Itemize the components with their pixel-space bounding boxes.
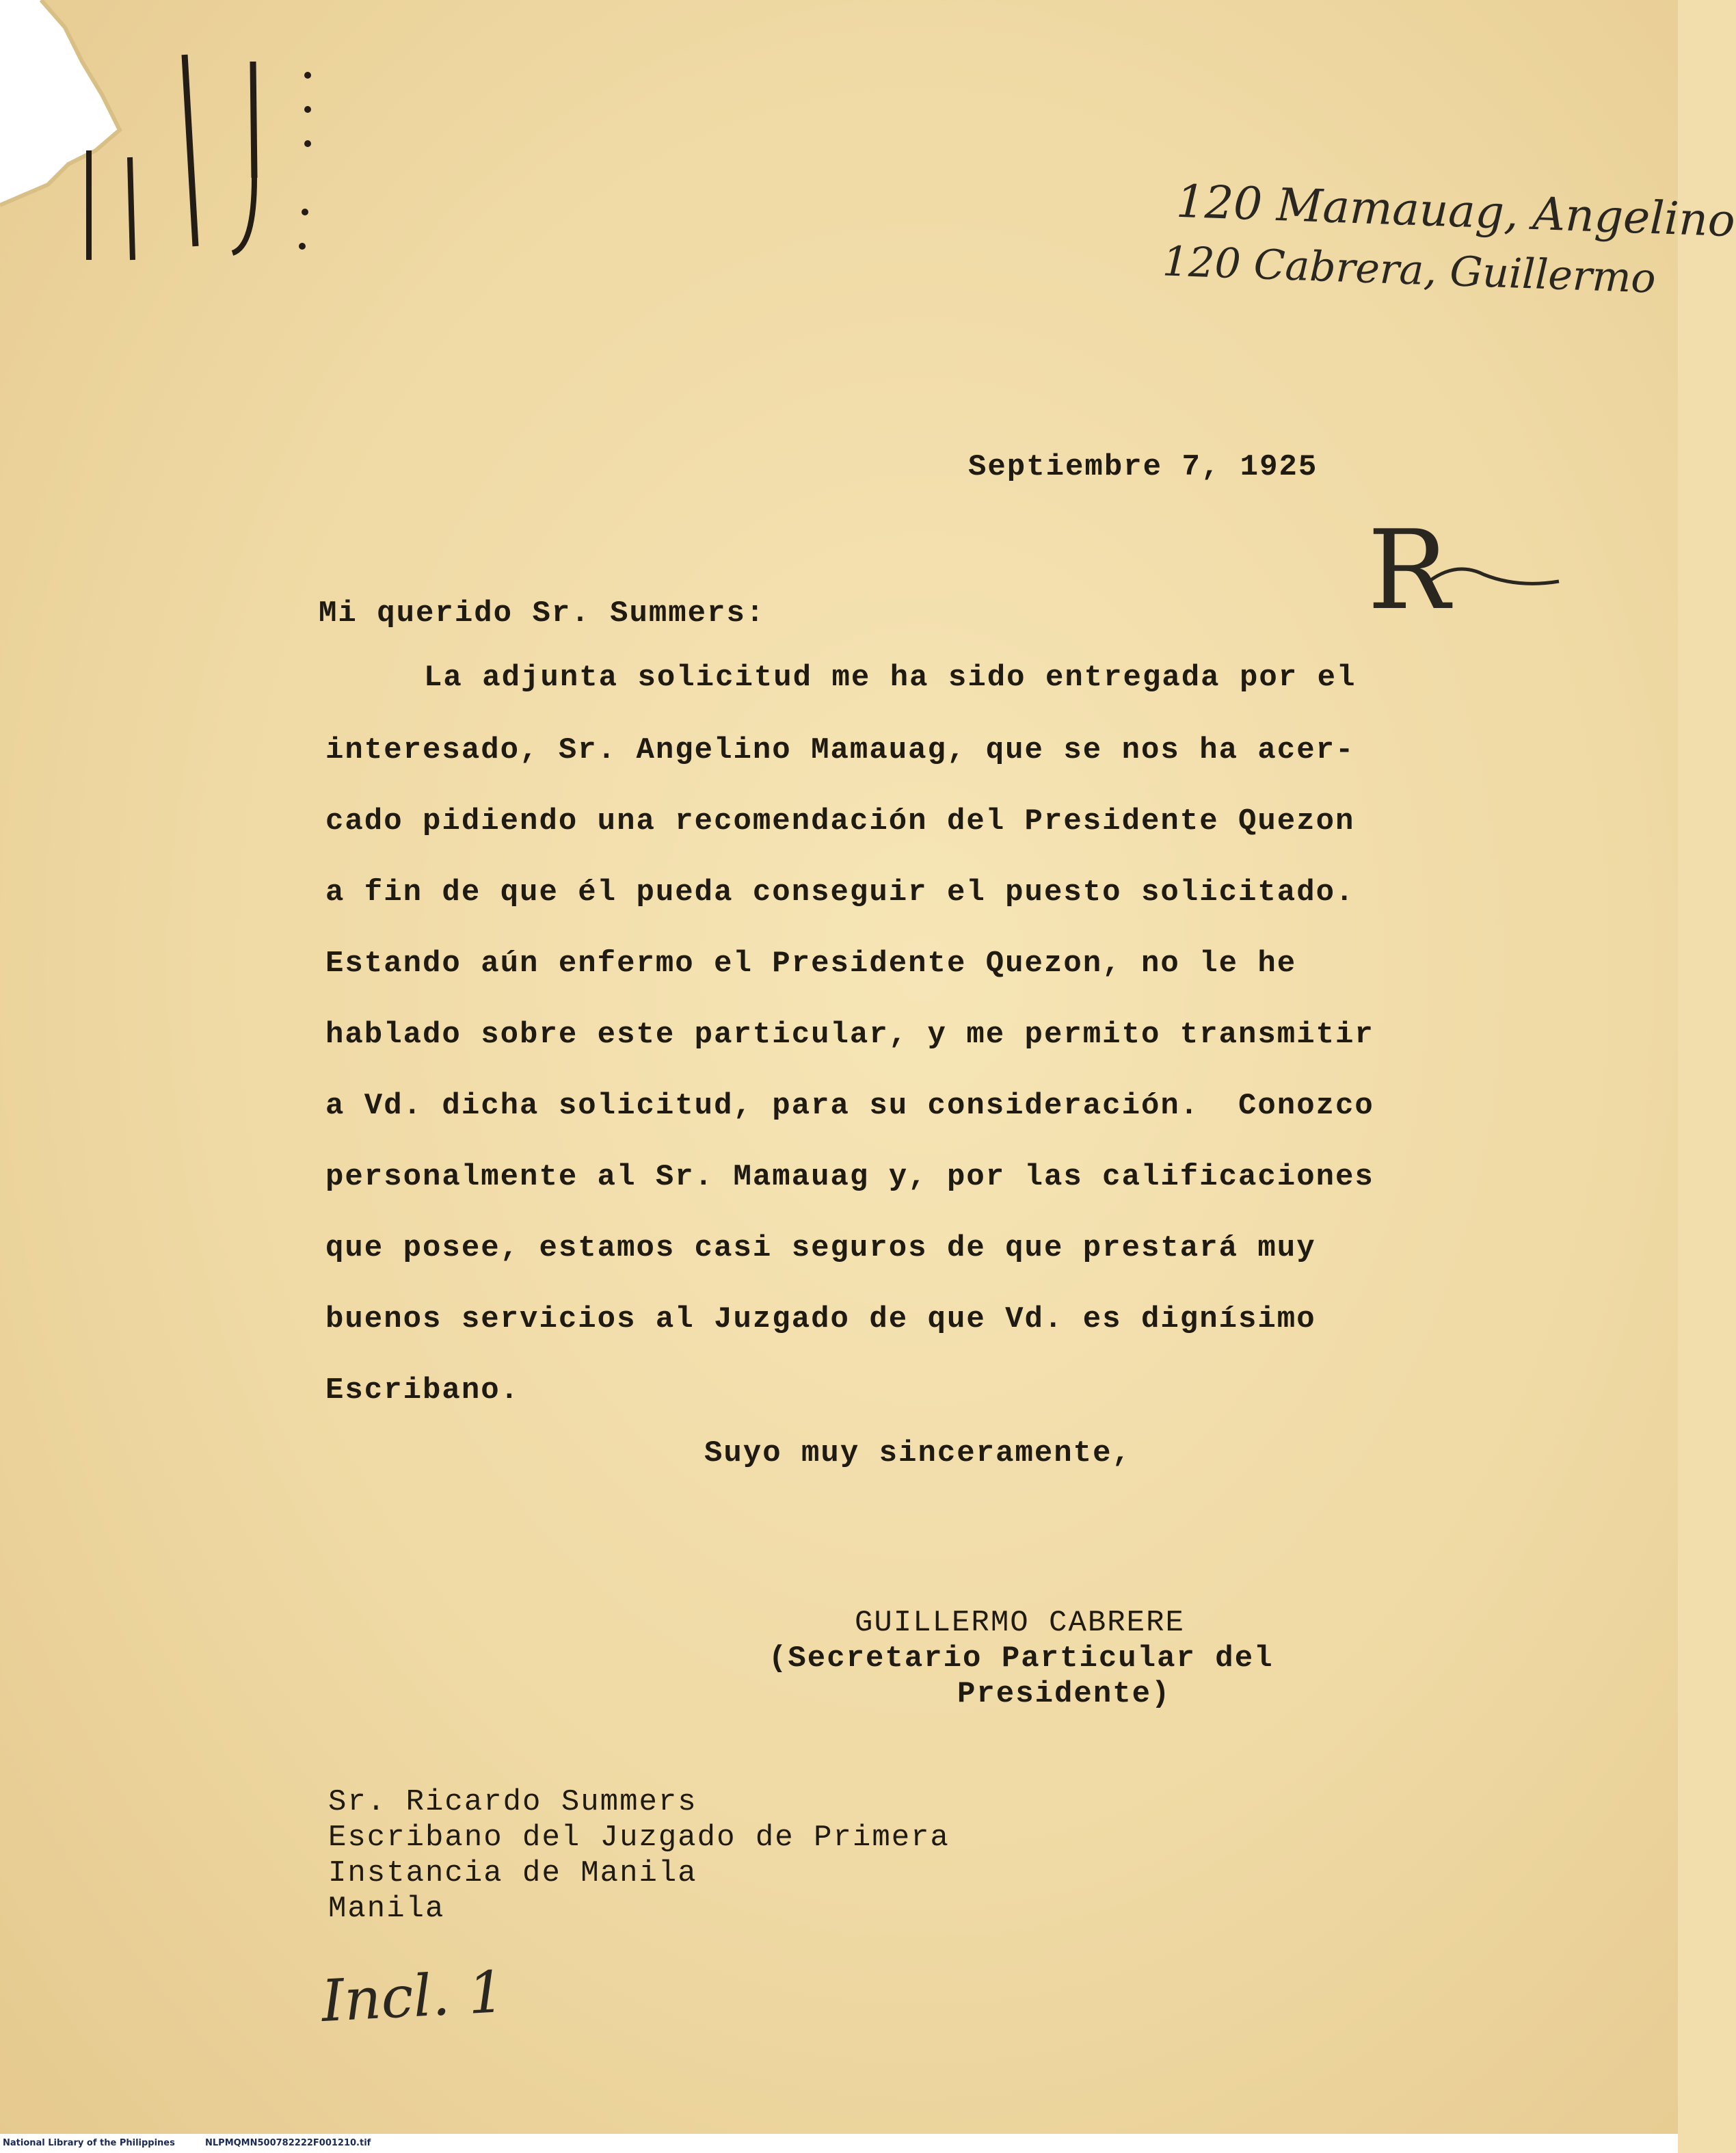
body-line-6: hablado sobre este particular, y me permito transmitir: [325, 1018, 1374, 1052]
signer-title-2: Presidente): [957, 1677, 1171, 1711]
body-line-3: cado pidiendo una recomendación del Presidente Quezon: [325, 804, 1355, 838]
initial-flourish: [1429, 547, 1566, 602]
body-line-7: a Vd. dicha solicitud, para su consideración. Conozco: [325, 1089, 1374, 1123]
body-line-1: La adjunta solicitud me ha sido entregada por el: [424, 661, 1357, 695]
body-line-10: buenos servicios al Juzgado de que Vd. es dignísimo: [325, 1302, 1316, 1336]
handwritten-index-2: 120 Cabrera, Guillermo: [1161, 237, 1657, 303]
body-line-8: personalmente al Sr. Mamauag y, por las calificaciones: [325, 1160, 1374, 1194]
body-line-4: a fin de que él pueda conseguir el puesto solicitado.: [325, 875, 1355, 910]
footer-file-id: NLPMQMN500782222F001210.tif: [205, 2138, 371, 2148]
body-line-2: interesado, Sr. Angelino Mamauag, que se nos ha acer-: [325, 733, 1355, 767]
recipient-position: Escribano del Juzgado de Primera: [328, 1821, 950, 1855]
recipient-name: Sr. Ricardo Summers: [328, 1785, 697, 1819]
footer-library: National Library of the Philippines: [3, 2138, 175, 2148]
footer-strip: [0, 2134, 1678, 2153]
staple-holes: [75, 41, 335, 267]
salutation: Mi querido Sr. Summers:: [319, 596, 766, 631]
handwritten-index-1: 120 Mamauag, Angelino: [1175, 174, 1736, 248]
recipient-city: Manila: [328, 1892, 445, 1926]
handwritten-initial: R: [1367, 506, 1450, 634]
letter-date: Septiembre 7, 1925: [968, 450, 1318, 484]
body-line-9: que posee, estamos casi seguros de que prestará muy: [325, 1231, 1316, 1265]
closing: Suyo muy sinceramente,: [704, 1436, 1132, 1470]
recipient-court: Instancia de Manila: [328, 1856, 697, 1890]
signer-name: GUILLERMO CABRERE: [855, 1606, 1185, 1640]
signer-title-1: (Secretario Particular del: [769, 1641, 1274, 1676]
body-line-5: Estando aún enfermo el Presidente Quezon, no le he: [325, 947, 1297, 981]
handwritten-enclosure-note: Incl. 1: [319, 1958, 507, 2035]
body-line-11: Escribano.: [325, 1373, 520, 1408]
